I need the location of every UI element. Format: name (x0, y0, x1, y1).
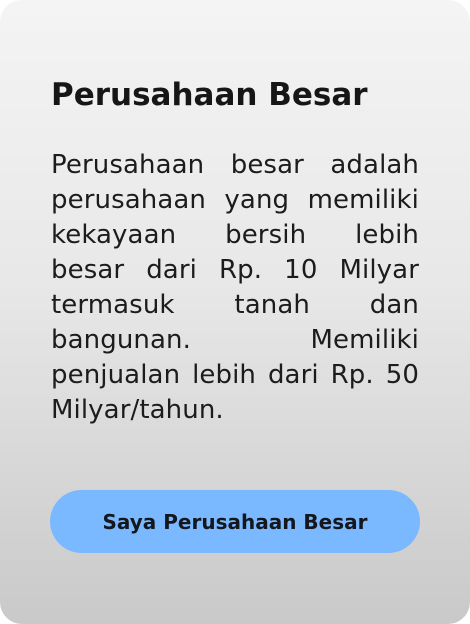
select-large-company-button[interactable]: Saya Perusahaan Besar (50, 490, 420, 553)
card-description: Perusahaan besar adalah perusahaan yang memiliki kekayaan bersih lebih besar dari Rp. 10 Milyar termasuk tanah dan bangunan. Memiliki penjualan lebih dari Rp. 50 Milyar/tahun. (51, 150, 419, 425)
card-title: Perusahaan Besar (51, 77, 368, 113)
